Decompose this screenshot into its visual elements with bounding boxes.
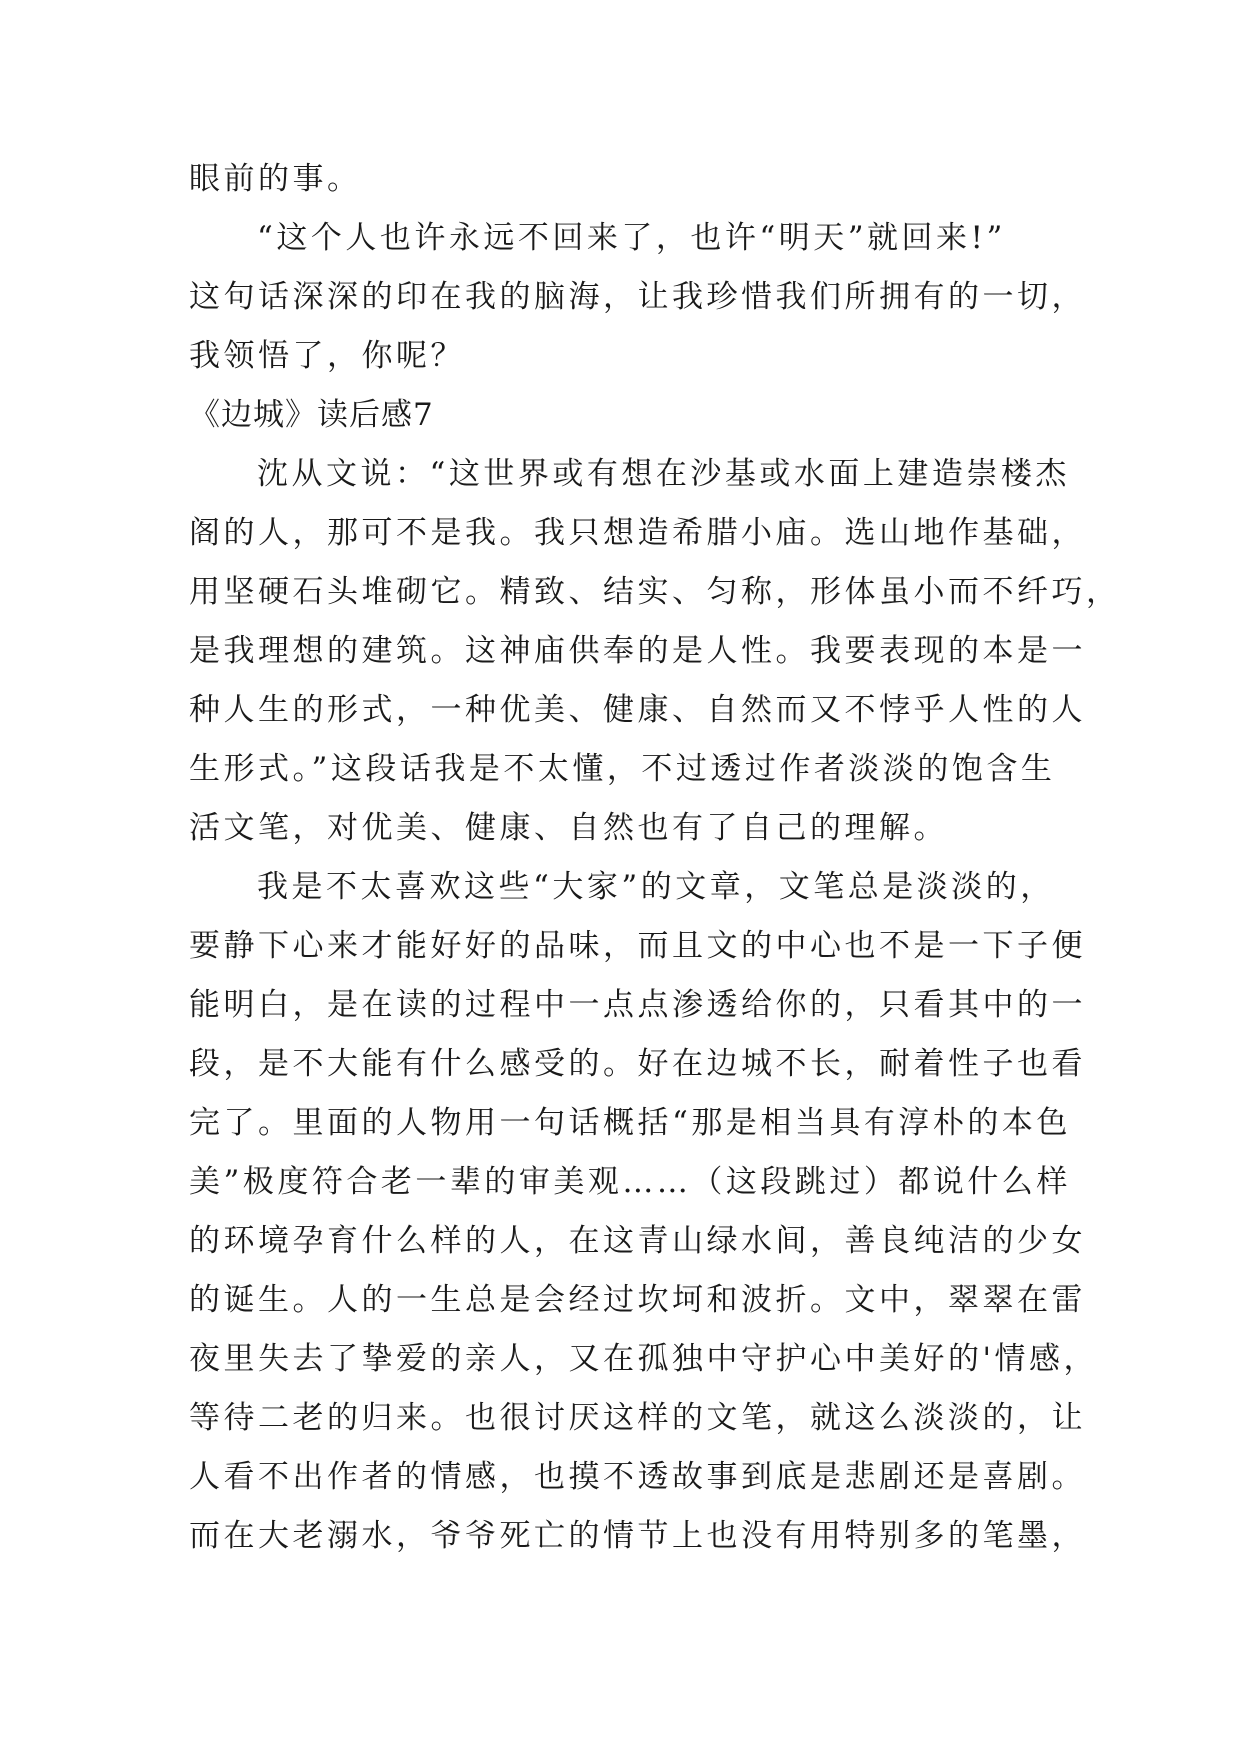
text-line: 阁的人，那可不是我。我只想造希腊小庙。选山地作基础， xyxy=(189,515,1086,551)
text-line: 等待二老的归来。也很讨厌这样的文笔，就这么淡淡的，让 xyxy=(189,1400,1086,1436)
text-line: 而在大老溺水，爷爷死亡的情节上也没有用特别多的笔墨， xyxy=(189,1518,1086,1554)
text-line: 用坚硬石头堆砌它。精致、结实、匀称，形体虽小而不纤巧， xyxy=(189,574,1121,610)
text-line: 要静下心来才能好好的品味，而且文的中心也不是一下子便 xyxy=(189,928,1086,964)
text-line: 我是不太喜欢这些“大家”的文章，文笔总是淡淡的， xyxy=(257,869,1055,905)
text-line: 夜里失去了挚爱的亲人，又在孤独中守护心中美好的'情感， xyxy=(189,1341,1099,1377)
text-line: 能明白，是在读的过程中一点点渗透给你的，只看其中的一 xyxy=(189,987,1086,1023)
text-line: 是我理想的建筑。这神庙供奉的是人性。我要表现的本是一 xyxy=(189,633,1086,669)
section-heading: 《边城》读后感7 xyxy=(189,397,434,433)
text-line: “这个人也许永远不回来了，也许“明天”就回来!” xyxy=(257,220,1006,256)
text-line: 种人生的形式，一种优美、健康、自然而又不悖乎人性的人 xyxy=(189,692,1086,728)
text-line: 这句话深深的印在我的脑海，让我珍惜我们所拥有的一切， xyxy=(189,279,1086,315)
text-line: 沈从文说：“这世界或有想在沙基或水面上建造崇楼杰 xyxy=(257,456,1070,492)
text-line: 的环境孕育什么样的人，在这青山绿水间，善良纯洁的少女 xyxy=(189,1223,1086,1259)
text-line: 生形式。”这段话我是不太懂，不过透过作者淡淡的饱含生 xyxy=(189,751,1056,787)
text-line: 眼前的事。 xyxy=(189,161,362,197)
document-body xyxy=(189,150,1121,1566)
text-line: 我领悟了，你呢？ xyxy=(189,338,465,374)
text-line: 段，是不大能有什么感受的。好在边城不长，耐着性子也看 xyxy=(189,1046,1086,1082)
text-line: 人看不出作者的情感，也摸不透故事到底是悲剧还是喜剧。 xyxy=(189,1459,1086,1495)
text-line: 活文笔，对优美、健康、自然也有了自己的理解。 xyxy=(189,810,948,846)
text-line: 的诞生。人的一生总是会经过坎坷和波折。文中，翠翠在雷 xyxy=(189,1282,1086,1318)
text-line: 完了。里面的人物用一句话概括“那是相当具有淳朴的本色 xyxy=(189,1105,1071,1141)
text-line: 美”极度符合老一辈的审美观……（这段跳过）都说什么样 xyxy=(189,1164,1071,1200)
